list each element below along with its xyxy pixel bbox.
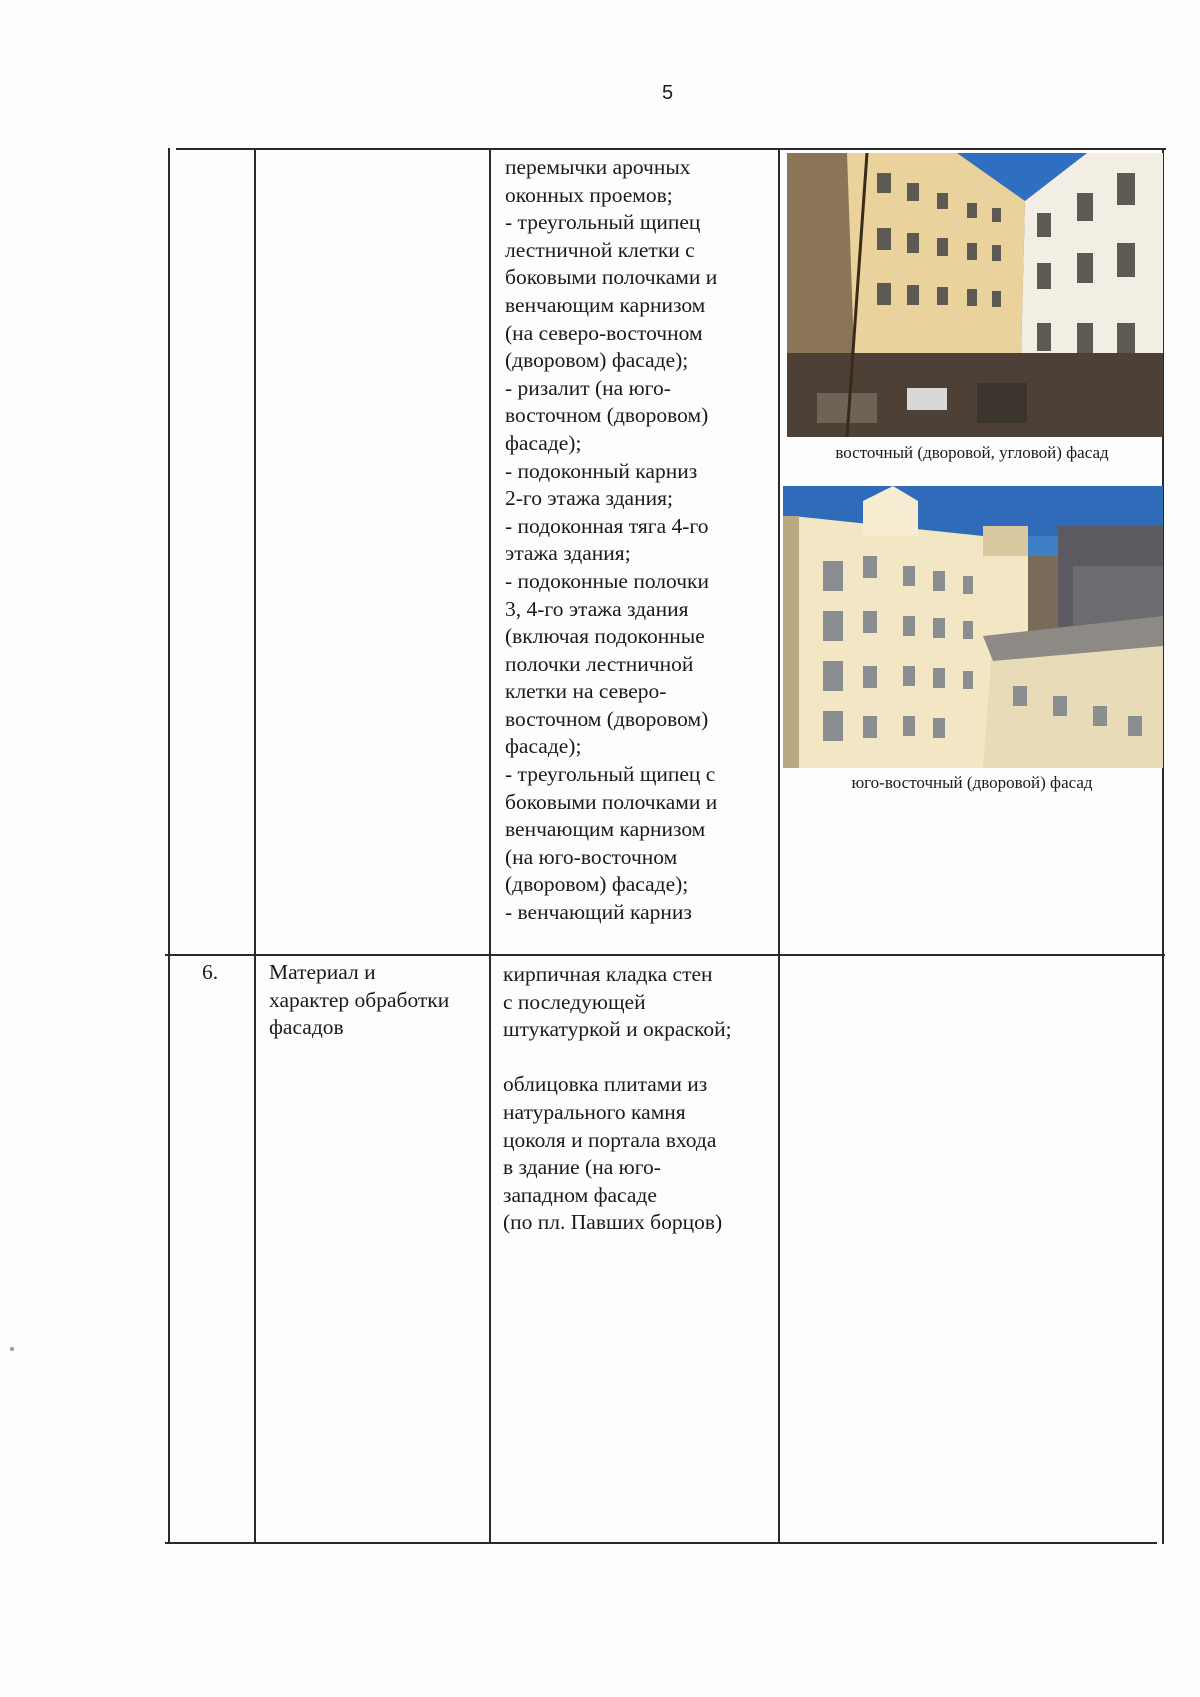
column-divider-2: [489, 148, 491, 1544]
row-6-description: кирпичная кладка стен с последующей штукатуркой и окраской; облицовка плитами из натурального камня цоколя и портала входа в здание (на юго- западном фасаде (по пл. Павших борцов): [503, 962, 732, 1235]
column-divider-1: [254, 148, 256, 1544]
column-divider-3: [778, 148, 780, 1544]
photo-southeast-facade-caption: юго-восточный (дворовой) фасад: [851, 773, 1093, 792]
row-6-name: Материал и характер обработки фасадов: [269, 960, 450, 1040]
table-top-border: [176, 148, 1166, 150]
page-number: 5: [662, 82, 674, 104]
photo-southeast-facade: [783, 486, 1163, 768]
photo-east-facade: [787, 153, 1163, 437]
continued-description: перемычки арочных оконных проемов; - треугольный щипец лестничной клетки с боковыми полочками и венчающим карнизом (на северо-восточном (дворовом) фасаде); - ризалит (на юго- восточном (дворовом) фасаде); - подоконный карниз 2-го этажа здания; - подоконная тяга 4-го этажа здания; - подоконные полочки 3, 4-го этажа здания (включая подоконные полочки лестничной клетки на северо- восточном (дворовом) фасаде); - треугольный щипец с боковыми полочками и венчающим карнизом (на юго-восточном (дворовом) фасаде); - венчающий карниз: [505, 155, 718, 925]
photo-east-facade-caption: восточный (дворовой, угловой) фасад: [835, 443, 1109, 462]
table-bottom-border: [165, 1542, 1157, 1544]
scan-speck: [10, 1347, 14, 1351]
row-6-number: 6.: [202, 960, 219, 984]
row-divider: [165, 954, 1165, 956]
table-left-border: [168, 148, 170, 1544]
